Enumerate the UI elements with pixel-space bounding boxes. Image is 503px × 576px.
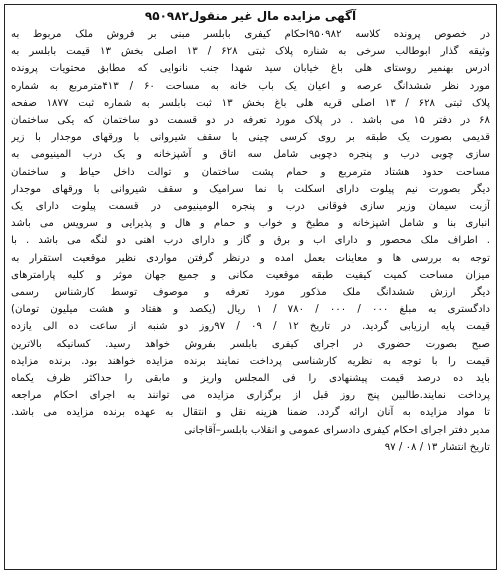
notice-line: وثیقه گذار ابوطالب سرخی به شناره پلاک ثبتی ۶۲۸ / ۱۳ اصلی بخش ۱۳ قیمت بابلسر به (11, 46, 490, 58)
notice-line: مورد نظر ششدانگ عرصه و اعیان یک باب خانه به مساحت ۶۰ / ۴۱۳مترمربع به شماره (11, 80, 490, 92)
notice-line: ادرس بهنمیر روستای هلی باغ خیابان سید شهدا جنب نانوایی که مطابق محتویات پرونده (11, 63, 490, 75)
signature-line: مدیر دفتر اجرای احکام کیفری دادسرای عمومی و انقلاب بابلسر–آقاجانی (184, 424, 490, 436)
notice-line: میزان مساحت کمیت کیفیت طبقه موقعیت مکانی و جمیع جهان موثر و کلیه پارامترهای (11, 269, 490, 281)
notice-line: ۶۸ در دفتر ۱۵ می باشد . در پلاک مورد تعرفه در دو قسمت دو ساختمان که یکی ساختمان (11, 115, 490, 127)
notice-line: . اطراف ملک محصور و دارای اب و برق و گاز و دارای درب اهنی دو لنگه می باشد . با (11, 235, 490, 247)
notice-title: آگهی مزایده مال غیر منقول۹۵۰۹۸۲ (144, 9, 357, 23)
notice-line: پرداخت نمایند.طالبین پنج روز قبل از برگزاری مزایده می توانند به اجرای احکام مراجعه (11, 390, 490, 402)
notice-line: در خصوص پرونده کلاسه ۹۵۰۹۸۲احکام کیفری بابلسر مبنی بر فروش ملک مربوط به (11, 29, 490, 40)
notice-line: پلاک ثبتی ۶۲۸ / ۱۳ اصلی قریه هلی باغ بخش ۱۳ ثبت بابلسر به شماره ثبت ۱۸۷۷ صفحه (11, 97, 490, 109)
notice-line: سازی چوبی درب و پنجره دچوبی شامل سه اتاق و آشپزخانه و یک درب المینیومی به (11, 149, 490, 161)
notice-line: دیگر ارزش ششدانگ ملک مذکور مورد تعرفه و موصوف توسط کارشناس رسمی (11, 287, 490, 299)
notice-body (11, 26, 490, 422)
notice-footer (11, 422, 490, 456)
notice-line: قیمت را با توجه به نظریه کارشناسی پرداخت نمایند برنده مزایده خواهند بود. برنده مزایده (11, 355, 490, 367)
publish-date: تاریخ انتشار ۱۳ / ۰۸ / ۹۷ (384, 441, 490, 453)
notice-line: تا مواد مزایده به آنان ارائه گردد. ضمنا هزینه نقل و انتقال به عهده برنده مزایده می باشد. (11, 407, 490, 419)
notice-line: انباری بنا و شامل اشپزخانه و مطبخ و خواب و حمام و هال و پذیرایی و سرویس می باشد (11, 218, 490, 230)
notice-line: قیمت پایه ارزیابی گردید. در تاریخ ۱۲ / ۰۹ / ۹۷روز دو شنبه از ساعت ده الی یازده (11, 321, 490, 333)
notice-line: دیگر بصورت نیم پیلوت دارای اسکلت با نما سرامیک و سقف شیروانی با ورقهای موجدار (11, 183, 490, 195)
notice-line: مساحت حدود هشتاد مترمربع و حمام پشت ساختمان و توالت داخل حیاط و ساختمان (11, 166, 490, 178)
auction-notice (4, 4, 497, 570)
notice-line: توجه به بررسی ها و معاینات بعمل امده و درنظر گرفتن مواردی نظیر موقعیت استقرار به (11, 252, 490, 264)
notice-line: آزبت سیمان وزیر سازی فوقانی درب و پنجره الومینیومی در قسمت پیلوت دارای یک (11, 201, 490, 213)
notice-line: صبح بصورت حضوری در اجرای کیفری بابلسر بفروش خواهد رسید. کسانیکه بالاترین (11, 338, 490, 350)
notice-line: قدیمی بصورت یک طبقه بر روی کرسی چینی با سقف شیروانی با ورقهای موجدار با زیر (11, 132, 490, 144)
notice-line: باید ده درصد قیمت پیشنهادی را فی المجلس واریز و مابقی را حداکثر ظرف یکماه (11, 373, 490, 385)
notice-line: دادگستری به مبلغ ۰۰۰ / ۰۰۰ / ۷۸۰ / ۱ ریال (یکصد و هفتاد و هشت میلیون تومان) (11, 304, 490, 316)
